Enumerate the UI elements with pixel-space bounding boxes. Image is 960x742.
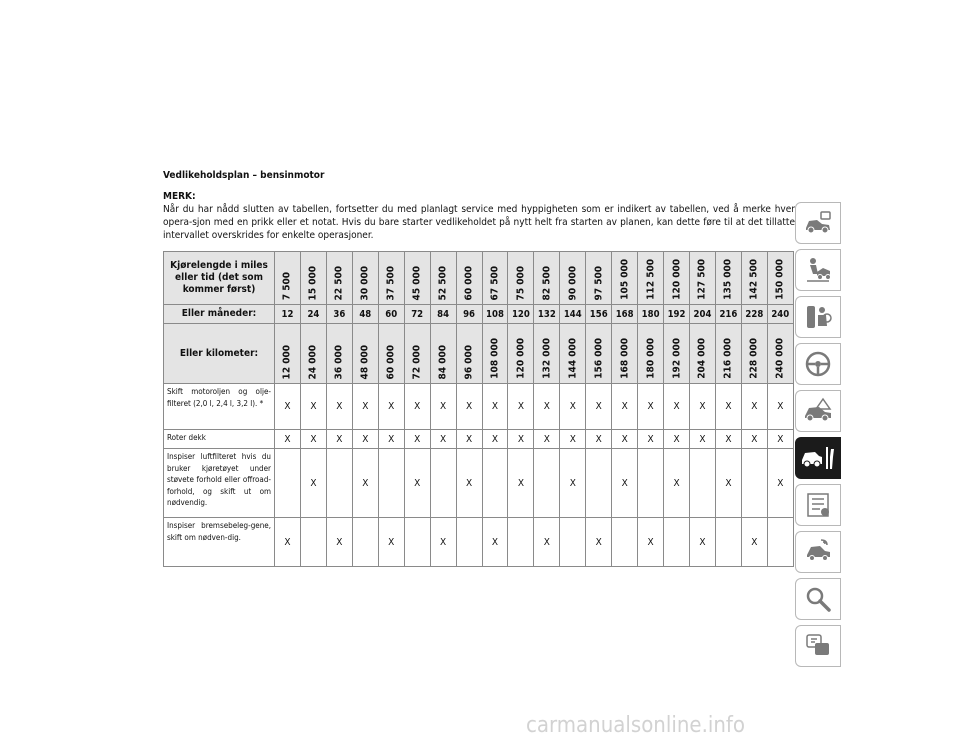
months-value: 24 (300, 305, 326, 324)
service-mark: X (612, 430, 638, 449)
km-header-cell (741, 324, 767, 384)
service-mark: X (508, 384, 534, 430)
service-mark (378, 449, 404, 518)
service-mark (326, 449, 352, 518)
miles-header-cell (767, 252, 793, 305)
km-value: 12 000 (281, 344, 293, 379)
service-mark: X (612, 449, 638, 518)
miles-value: 67 500 (489, 265, 501, 300)
service-mark: X (741, 384, 767, 430)
service-mark: X (741, 430, 767, 449)
service-mark (275, 449, 301, 518)
service-mark: X (690, 518, 716, 567)
service-mark: X (586, 518, 612, 567)
service-mark: X (404, 449, 430, 518)
miles-value: 97 500 (593, 265, 605, 300)
miles-header-cell (300, 252, 326, 305)
service-mark (352, 518, 378, 567)
service-mark (300, 518, 326, 567)
service-mark (767, 518, 793, 567)
km-header-cell (715, 324, 741, 384)
months-value: 108 (482, 305, 508, 324)
chapter-tab[interactable] (795, 625, 841, 667)
months-value: 72 (404, 305, 430, 324)
km-header-cell (404, 324, 430, 384)
miles-header-cell (690, 252, 716, 305)
months-value: 192 (664, 305, 690, 324)
miles-value: 52 500 (437, 265, 449, 300)
task-row (164, 430, 794, 449)
multimedia-icon (803, 537, 833, 567)
service-mark: X (300, 430, 326, 449)
km-header-cell (352, 324, 378, 384)
chapter-tabs (795, 202, 841, 672)
chapter-tab[interactable] (795, 202, 841, 244)
miles-value: 105 000 (619, 259, 631, 300)
chapter-tab[interactable] (795, 296, 841, 338)
service-mark: X (482, 384, 508, 430)
km-header-cell (275, 324, 301, 384)
service-mark: X (767, 430, 793, 449)
service-mark: X (664, 449, 690, 518)
service-mark: X (326, 518, 352, 567)
km-header-cell (638, 324, 664, 384)
chapter-tab[interactable] (795, 484, 841, 526)
car-maintenance-icon (800, 443, 836, 473)
service-mark: X (715, 384, 741, 430)
car-safety-icon (803, 255, 833, 285)
service-mark: X (378, 384, 404, 430)
service-mark (690, 449, 716, 518)
miles-value: 15 000 (307, 265, 319, 300)
service-mark (404, 518, 430, 567)
service-mark: X (430, 430, 456, 449)
service-mark: X (352, 430, 378, 449)
km-header-cell (482, 324, 508, 384)
service-mark: X (378, 518, 404, 567)
service-mark: X (482, 430, 508, 449)
task-row (164, 384, 794, 430)
months-header-row (164, 305, 794, 324)
miles-header-cell (586, 252, 612, 305)
miles-header-cell (482, 252, 508, 305)
months-value: 96 (456, 305, 482, 324)
miles-header-cell (664, 252, 690, 305)
months-value: 168 (612, 305, 638, 324)
service-mark: X (456, 449, 482, 518)
page-heading: Vedlikeholdsplan – bensinmotor (163, 170, 325, 181)
months-value: 144 (560, 305, 586, 324)
km-header-cell (534, 324, 560, 384)
miles-value: 90 000 (567, 265, 579, 300)
steering-wheel-icon (803, 349, 833, 379)
service-mark (715, 518, 741, 567)
miles-header-cell (456, 252, 482, 305)
months-value: 12 (275, 305, 301, 324)
service-mark: X (560, 384, 586, 430)
note-label: MERK: (163, 191, 196, 202)
service-mark: X (741, 518, 767, 567)
service-mark: X (508, 449, 534, 518)
months-value: 132 (534, 305, 560, 324)
months-value: 36 (326, 305, 352, 324)
km-value: 204 000 (696, 338, 708, 379)
miles-value: 120 000 (671, 259, 683, 300)
service-mark: X (326, 430, 352, 449)
km-value: 180 000 (645, 338, 657, 379)
service-mark: X (275, 430, 301, 449)
service-mark: X (508, 430, 534, 449)
km-value: 192 000 (671, 338, 683, 379)
service-mark: X (534, 430, 560, 449)
miles-header-cell (430, 252, 456, 305)
service-mark: X (275, 384, 301, 430)
months-value: 204 (690, 305, 716, 324)
km-header-cell (612, 324, 638, 384)
task-description: Skift motoroljen og olje-filteret (2,0 l, 2,4 l, 3,2 l). * (164, 384, 275, 430)
service-mark: X (638, 384, 664, 430)
km-header-cell (508, 324, 534, 384)
service-mark (664, 518, 690, 567)
miles-header-cell (560, 252, 586, 305)
months-value: 48 (352, 305, 378, 324)
km-header-cell (300, 324, 326, 384)
miles-header-cell (715, 252, 741, 305)
service-mark: X (715, 430, 741, 449)
months-value: 156 (586, 305, 612, 324)
miles-header-cell (275, 252, 301, 305)
km-value: 132 000 (541, 338, 553, 379)
km-header-cell (430, 324, 456, 384)
months-value: 228 (741, 305, 767, 324)
km-header-cell (560, 324, 586, 384)
service-mark: X (404, 430, 430, 449)
service-mark: X (664, 430, 690, 449)
km-header-cell (586, 324, 612, 384)
miles-header-row (164, 252, 794, 305)
months-value: 84 (430, 305, 456, 324)
service-mark: X (534, 518, 560, 567)
km-header-cell (664, 324, 690, 384)
km-value: 216 000 (722, 338, 734, 379)
months-value: 216 (715, 305, 741, 324)
watermark: carmanualsonline.info (526, 713, 745, 738)
km-value: 84 000 (437, 344, 449, 379)
miles-header-cell (352, 252, 378, 305)
chapter-tab[interactable] (795, 249, 841, 291)
service-mark: X (638, 430, 664, 449)
service-mark: X (690, 384, 716, 430)
km-value: 60 000 (385, 344, 397, 379)
miles-value: 142 500 (748, 259, 760, 300)
service-mark: X (560, 449, 586, 518)
service-mark: X (767, 384, 793, 430)
miles-value: 60 000 (463, 265, 475, 300)
km-header-cell (456, 324, 482, 384)
specifications-list-icon (803, 490, 833, 520)
service-mark: X (560, 430, 586, 449)
miles-value: 75 000 (515, 265, 527, 300)
service-mark: X (300, 449, 326, 518)
km-header-cell (767, 324, 793, 384)
task-description: Roter dekk (164, 430, 275, 449)
miles-header-label: Kjørelengde i miles eller tid (det som kommer først) (164, 252, 275, 305)
km-value: 240 000 (774, 338, 786, 379)
search-index-icon (803, 584, 833, 614)
task-description: Inspiser bremsebeleg-gene, skift om nødven-dig. (164, 518, 275, 567)
km-value: 24 000 (307, 344, 319, 379)
miles-value: 112 500 (645, 259, 657, 300)
service-mark (638, 449, 664, 518)
miles-header-cell (378, 252, 404, 305)
chapter-tab[interactable] (795, 390, 841, 432)
miles-value: 37 500 (385, 265, 397, 300)
miles-header-cell (404, 252, 430, 305)
service-mark: X (586, 430, 612, 449)
service-mark: X (586, 384, 612, 430)
chapter-tab[interactable] (795, 578, 841, 620)
km-value: 36 000 (333, 344, 345, 379)
km-header-cell (690, 324, 716, 384)
km-value: 72 000 (411, 344, 423, 379)
service-mark: X (664, 384, 690, 430)
service-mark: X (326, 384, 352, 430)
miles-value: 150 000 (774, 259, 786, 300)
service-mark (586, 449, 612, 518)
service-mark: X (300, 384, 326, 430)
car-warning-icon (803, 396, 833, 426)
miles-value: 45 000 (411, 265, 423, 300)
km-header-row (164, 324, 794, 384)
service-mark (612, 518, 638, 567)
km-value: 144 000 (567, 338, 579, 379)
service-mark (456, 518, 482, 567)
service-mark: X (430, 384, 456, 430)
miles-header-cell (508, 252, 534, 305)
service-mark (482, 449, 508, 518)
task-row (164, 449, 794, 518)
km-value: 168 000 (619, 338, 631, 379)
service-mark: X (456, 430, 482, 449)
service-mark (560, 518, 586, 567)
miles-value: 127 500 (696, 259, 708, 300)
service-mark: X (430, 518, 456, 567)
service-mark: X (456, 384, 482, 430)
service-mark: X (275, 518, 301, 567)
miles-header-cell (326, 252, 352, 305)
car-dashboard-icon (803, 208, 833, 238)
miles-header-cell (638, 252, 664, 305)
service-mark: X (352, 449, 378, 518)
km-value: 120 000 (515, 338, 527, 379)
task-row (164, 518, 794, 567)
km-value: 96 000 (463, 344, 475, 379)
months-value: 120 (508, 305, 534, 324)
miles-header-cell (534, 252, 560, 305)
service-mark: X (715, 449, 741, 518)
languages-icon (803, 631, 833, 661)
service-mark: X (690, 430, 716, 449)
car-airbag-icon (803, 302, 833, 332)
service-mark: X (482, 518, 508, 567)
months-value: 240 (767, 305, 793, 324)
km-header-cell (326, 324, 352, 384)
km-value: 108 000 (489, 338, 501, 379)
km-value: 228 000 (748, 338, 760, 379)
months-value: 60 (378, 305, 404, 324)
service-mark (430, 449, 456, 518)
task-description: Inspiser luftfilteret hvis du bruker kjøretøyet under støvete forhold eller offroad-forhold, og skift ut om nødvendig. (164, 449, 275, 518)
chapter-tab[interactable] (795, 531, 841, 573)
service-mark (534, 449, 560, 518)
miles-value: 7 500 (281, 271, 293, 300)
km-header-label: Eller kilometer: (164, 324, 275, 384)
service-mark (741, 449, 767, 518)
chapter-tab[interactable] (795, 437, 841, 479)
miles-header-cell (612, 252, 638, 305)
service-mark: X (352, 384, 378, 430)
service-mark: X (534, 384, 560, 430)
miles-value: 22 500 (333, 265, 345, 300)
service-mark: X (612, 384, 638, 430)
service-mark: X (767, 449, 793, 518)
months-value: 180 (638, 305, 664, 324)
km-header-cell (378, 324, 404, 384)
maintenance-schedule-table (163, 251, 794, 567)
service-mark: X (404, 384, 430, 430)
miles-value: 30 000 (359, 265, 371, 300)
km-value: 156 000 (593, 338, 605, 379)
service-mark: X (378, 430, 404, 449)
miles-header-cell (741, 252, 767, 305)
service-mark: X (638, 518, 664, 567)
chapter-tab[interactable] (795, 343, 841, 385)
miles-value: 135 000 (722, 259, 734, 300)
miles-value: 82 500 (541, 265, 553, 300)
note-text: Når du har nådd slutten av tabellen, fortsetter du med planlagt service med hyppigheten som er indikert av tabellen, ved å merke hver opera-sjon med en prikk eller et notat. Hvis du bare starter vedlikeholdet på nytt helt fra starten av planen, kan dette føre til at det tillatte intervallet overskrides for enkelte operasjoner. (163, 204, 795, 241)
km-value: 48 000 (359, 344, 371, 379)
service-mark (508, 518, 534, 567)
months-header-label: Eller måneder: (164, 305, 275, 324)
